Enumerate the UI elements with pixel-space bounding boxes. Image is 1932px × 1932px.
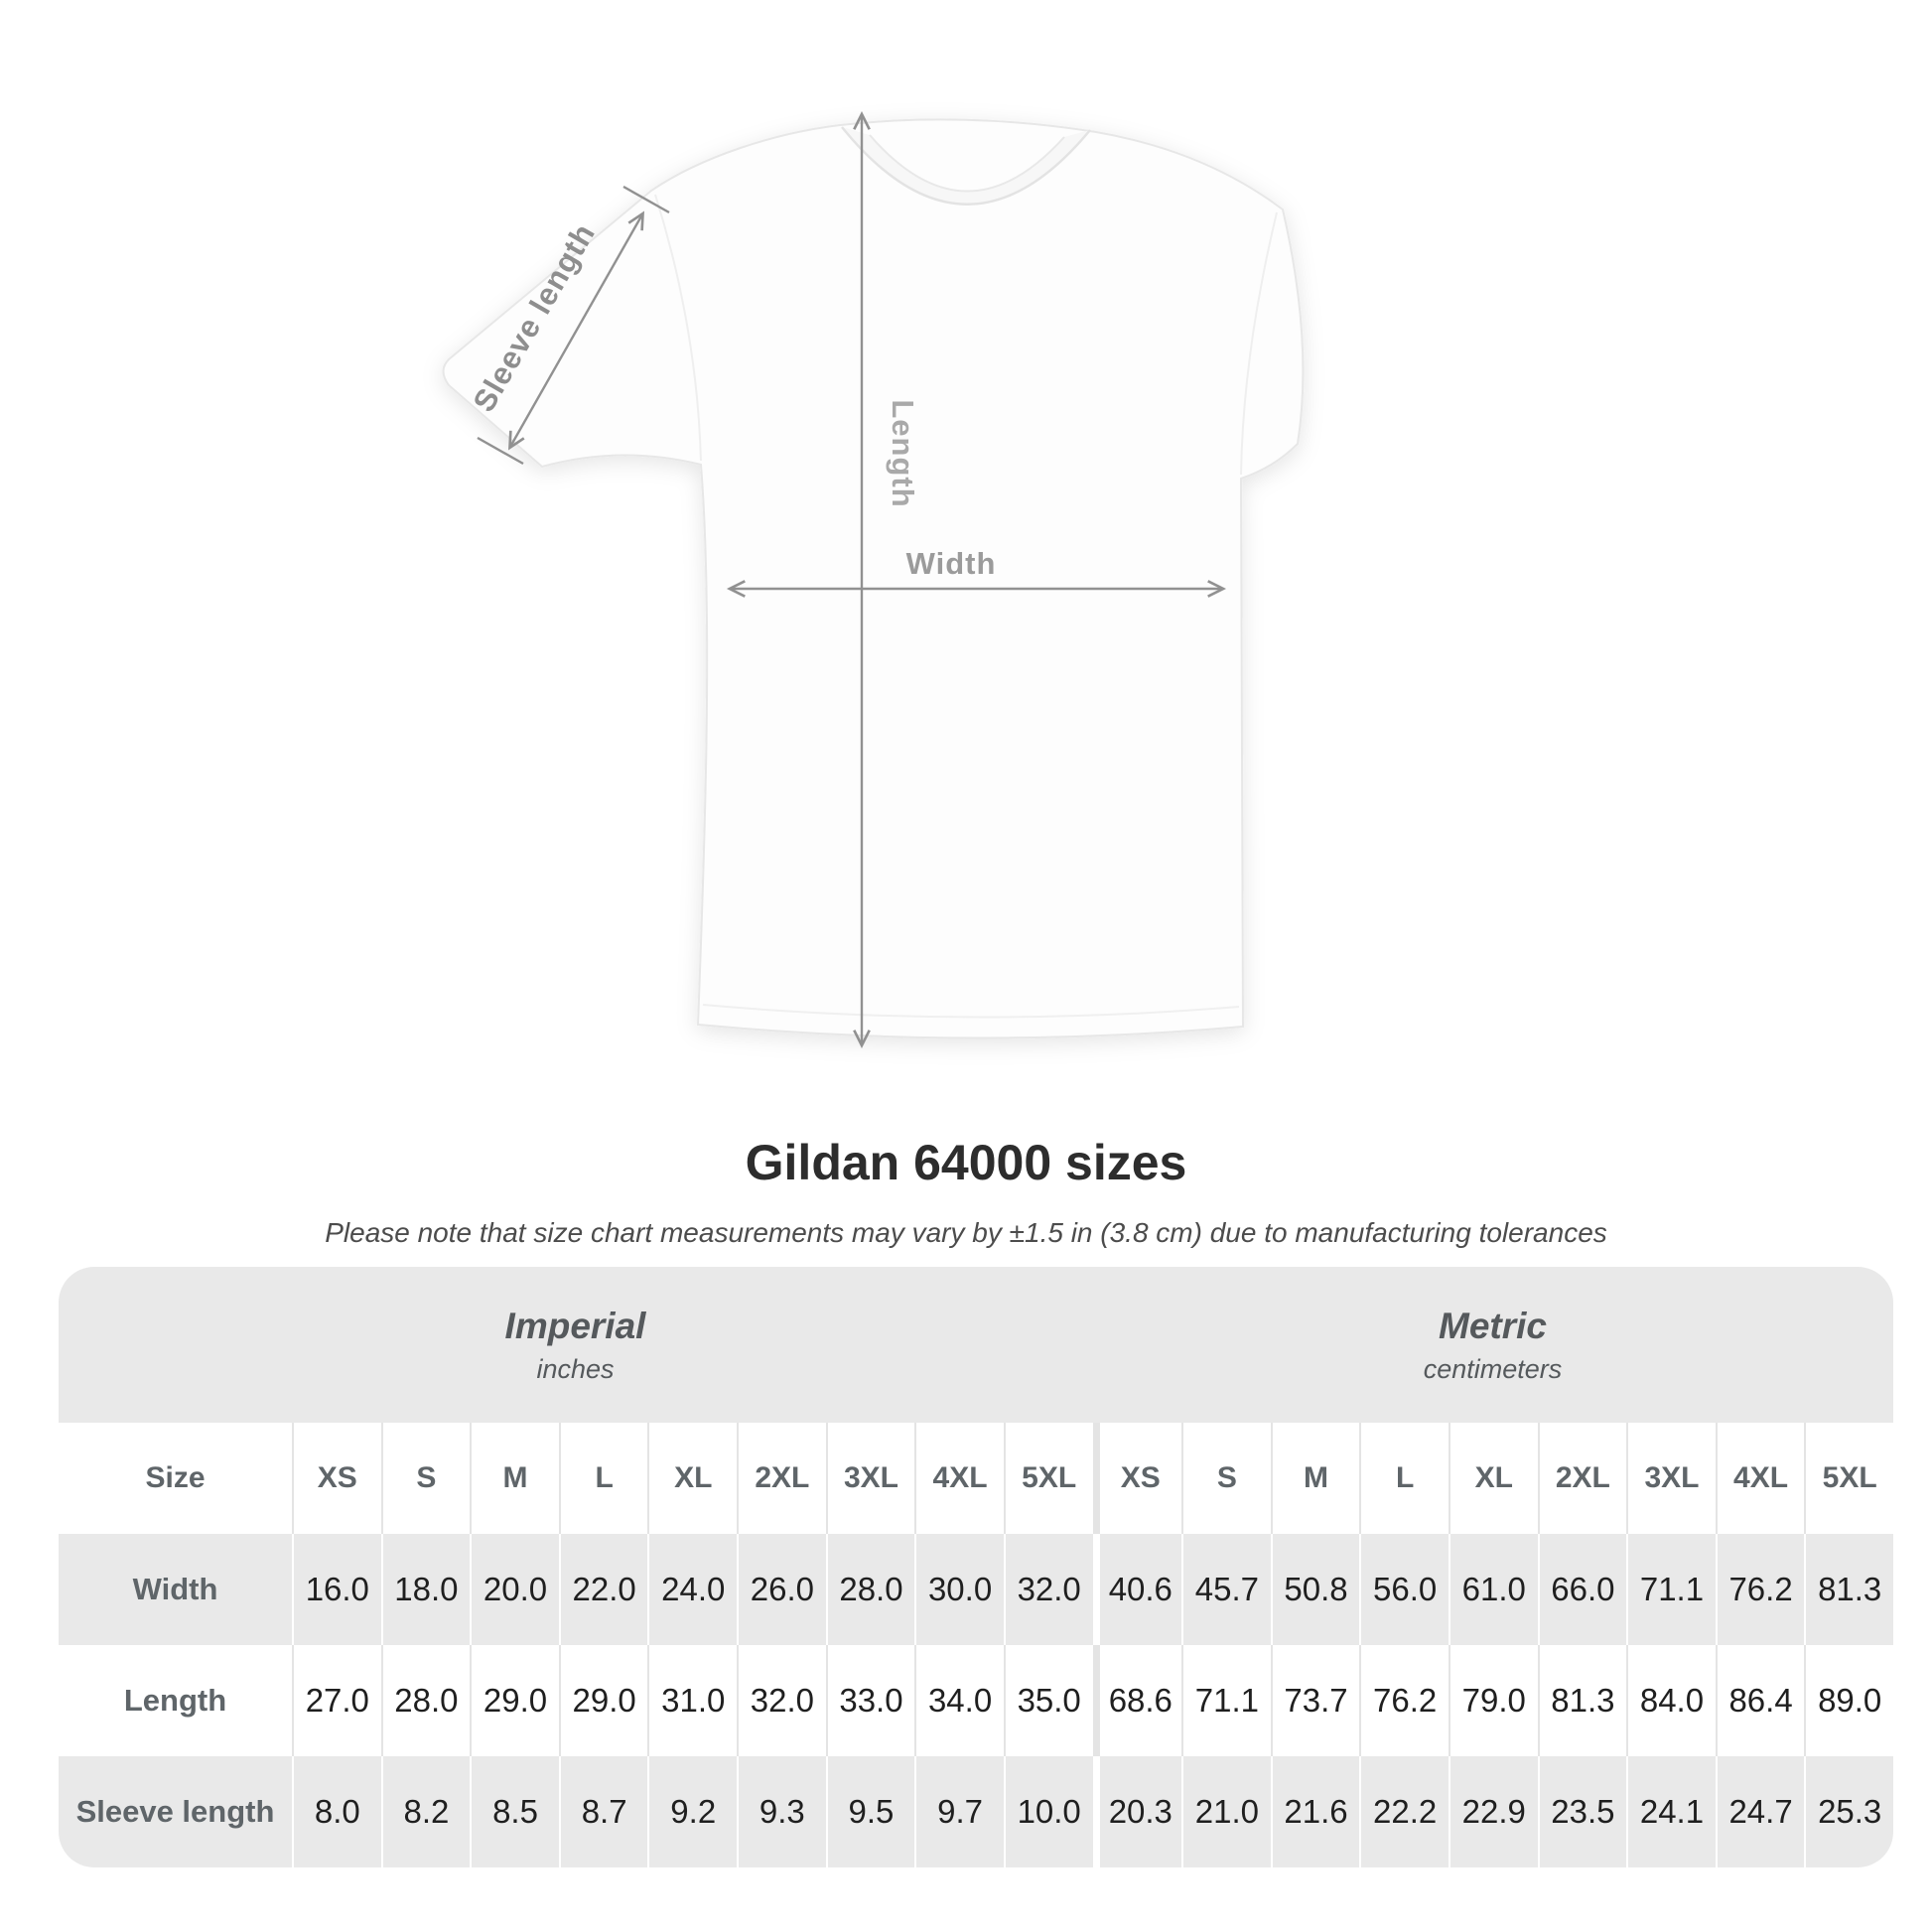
col-header-imperial-xl: XL — [647, 1423, 737, 1534]
table-cell: 86.4 — [1716, 1645, 1805, 1756]
table-cell: 61.0 — [1449, 1534, 1538, 1645]
col-header-metric-2xl: 2XL — [1538, 1423, 1627, 1534]
table-cell: 31.0 — [647, 1645, 737, 1756]
col-header-imperial-xs: XS — [292, 1423, 381, 1534]
table-cell: 35.0 — [1004, 1645, 1093, 1756]
table-cell: 21.6 — [1271, 1756, 1360, 1867]
table-cell: 71.1 — [1181, 1645, 1271, 1756]
table-cell: 9.3 — [737, 1756, 826, 1867]
imperial-group-header — [59, 1267, 1092, 1423]
table-cell: 66.0 — [1538, 1534, 1627, 1645]
table-cell: 25.3 — [1804, 1756, 1893, 1867]
table-cell: 9.2 — [647, 1756, 737, 1867]
table-cell: 68.6 — [1093, 1645, 1182, 1756]
table-cell: 27.0 — [292, 1645, 381, 1756]
table-cell: 20.0 — [470, 1534, 559, 1645]
table-cell: 56.0 — [1359, 1534, 1449, 1645]
page-title: Gildan 64000 sizes — [745, 1135, 1187, 1190]
col-header-metric-l: L — [1359, 1423, 1449, 1534]
table-cell: 40.6 — [1093, 1534, 1182, 1645]
table-cell: 23.5 — [1538, 1756, 1627, 1867]
unit-header-band — [59, 1267, 1893, 1423]
sleeve-length-label: Sleeve length — [466, 216, 603, 418]
table-cell: 29.0 — [559, 1645, 648, 1756]
table-cell: 22.9 — [1449, 1756, 1538, 1867]
table-cell: 26.0 — [737, 1534, 826, 1645]
table-cell: 32.0 — [1004, 1534, 1093, 1645]
table-cell: 81.3 — [1538, 1645, 1627, 1756]
table-cell: 16.0 — [292, 1534, 381, 1645]
metric-label: Metric — [1439, 1305, 1547, 1346]
table-cell: 9.5 — [826, 1756, 915, 1867]
col-header-metric-xl: XL — [1449, 1423, 1538, 1534]
metric-group-header — [1092, 1267, 1893, 1423]
table-cell: 84.0 — [1626, 1645, 1716, 1756]
imperial-unit: inches — [536, 1353, 615, 1384]
table-cell: 30.0 — [914, 1534, 1004, 1645]
table-cell: 73.7 — [1271, 1645, 1360, 1756]
tolerance-note: Please note that size chart measurements may vary by ±1.5 in (3.8 cm) due to manufacturing tolerances — [325, 1217, 1607, 1248]
size-table — [59, 1267, 1893, 1867]
table-cell: 9.7 — [914, 1756, 1004, 1867]
table-cell: 24.7 — [1716, 1756, 1805, 1867]
table-cell: 71.1 — [1626, 1534, 1716, 1645]
table-cell: 10.0 — [1004, 1756, 1093, 1867]
table-cell: 50.8 — [1271, 1534, 1360, 1645]
table-cell: 33.0 — [826, 1645, 915, 1756]
table-cell: 29.0 — [470, 1645, 559, 1756]
col-header-imperial-s: S — [381, 1423, 471, 1534]
table-cell: 22.0 — [559, 1534, 648, 1645]
table-cell: 8.2 — [381, 1756, 471, 1867]
row-label-sleeve-length: Sleeve length — [59, 1756, 292, 1867]
row-label-width: Width — [59, 1534, 292, 1645]
table-cell: 18.0 — [381, 1534, 471, 1645]
col-header-metric-s: S — [1181, 1423, 1271, 1534]
table-cell: 79.0 — [1449, 1645, 1538, 1756]
table-cell: 8.5 — [470, 1756, 559, 1867]
table-cell: 24.1 — [1626, 1756, 1716, 1867]
col-header-metric-m: M — [1271, 1423, 1360, 1534]
table-cell: 28.0 — [826, 1534, 915, 1645]
table-cell: 81.3 — [1804, 1534, 1893, 1645]
table-cell: 32.0 — [737, 1645, 826, 1756]
col-header-imperial-2xl: 2XL — [737, 1423, 826, 1534]
metric-unit: centimeters — [1423, 1353, 1563, 1384]
imperial-label: Imperial — [504, 1305, 646, 1346]
table-cell: 8.7 — [559, 1756, 648, 1867]
col-header-metric-3xl: 3XL — [1626, 1423, 1716, 1534]
table-cell: 22.2 — [1359, 1756, 1449, 1867]
table-cell: 28.0 — [381, 1645, 471, 1756]
length-label: Length — [886, 399, 920, 508]
col-header-metric-5xl: 5XL — [1804, 1423, 1893, 1534]
table-cell: 21.0 — [1181, 1756, 1271, 1867]
table-cell: 76.2 — [1359, 1645, 1449, 1756]
corner-header: Size — [59, 1423, 292, 1534]
col-header-imperial-l: L — [559, 1423, 648, 1534]
col-header-metric-xs: XS — [1093, 1423, 1182, 1534]
table-cell: 24.0 — [647, 1534, 737, 1645]
table-cell: 76.2 — [1716, 1534, 1805, 1645]
row-label-length: Length — [59, 1645, 292, 1756]
table-cell: 20.3 — [1093, 1756, 1182, 1867]
col-header-metric-4xl: 4XL — [1716, 1423, 1805, 1534]
table-cell: 8.0 — [292, 1756, 381, 1867]
table-cell: 34.0 — [914, 1645, 1004, 1756]
col-header-imperial-m: M — [470, 1423, 559, 1534]
col-header-imperial-4xl: 4XL — [914, 1423, 1004, 1534]
width-label: Width — [905, 546, 997, 581]
col-header-imperial-3xl: 3XL — [826, 1423, 915, 1534]
col-header-imperial-5xl: 5XL — [1004, 1423, 1093, 1534]
table-cell: 45.7 — [1181, 1534, 1271, 1645]
table-cell: 89.0 — [1804, 1645, 1893, 1756]
